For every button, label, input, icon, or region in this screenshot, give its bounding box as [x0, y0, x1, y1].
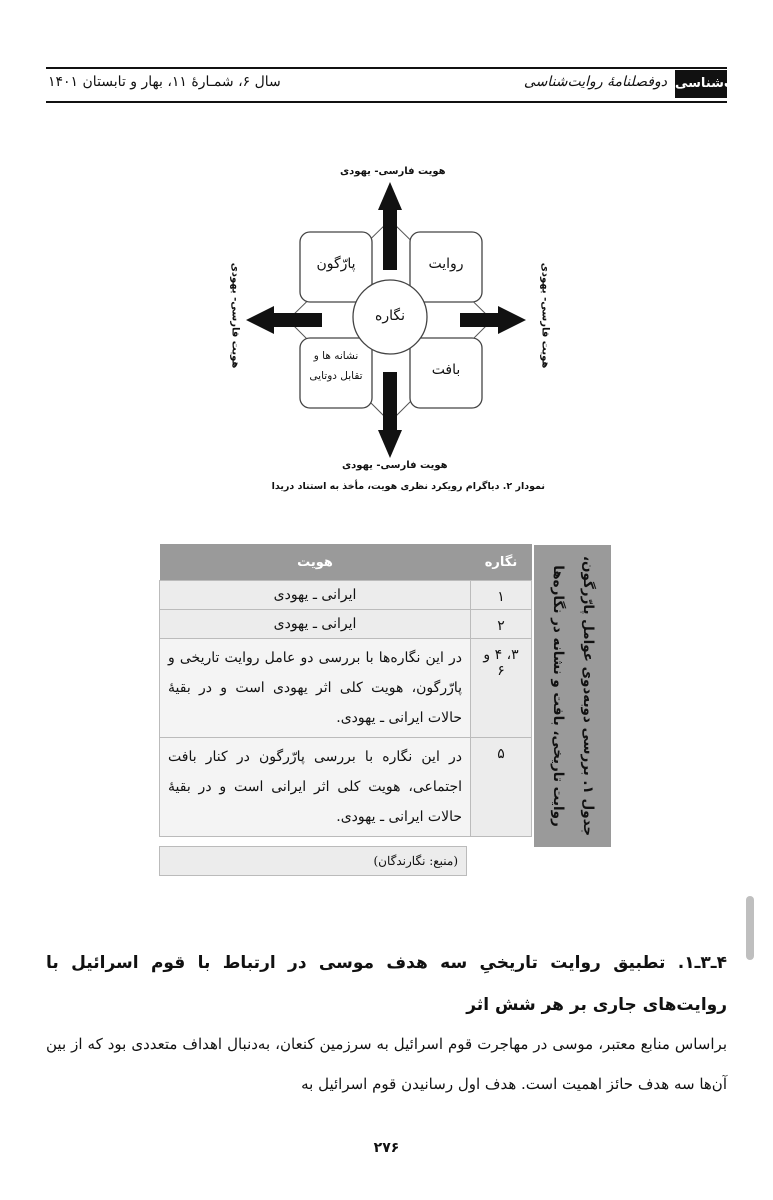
row-text: ایرانی ـ یهودی	[160, 581, 471, 610]
journal-logo: روایت‌شناسی	[675, 70, 727, 98]
identity-diagram	[230, 160, 560, 500]
table-title-bar	[534, 545, 611, 847]
center-text: نگاره	[375, 308, 405, 324]
box-top-left-text: پارّگون	[316, 256, 356, 272]
header-bottom-rule	[46, 101, 727, 103]
box-bottom-right-text: بافت	[431, 362, 461, 378]
scrollbar[interactable]	[746, 896, 754, 960]
row-text: در این نگاره‌ها با بررسی دو عامل روایت تاریخی و پارّرگون، هویت کلی اثر یهودی است و در بقیهٔ حالات ایرانی ـ یهودی.	[160, 639, 471, 738]
arrow-bottom-label: هویت فارسی- یهودی	[342, 460, 448, 471]
table-row	[160, 610, 532, 639]
header-top-rule	[46, 67, 727, 69]
arrow-top-label: هویت فارسی- یهودی	[340, 166, 446, 177]
table-row	[160, 639, 532, 738]
header-num: نگاره	[471, 544, 532, 581]
row-num: ۱	[471, 581, 532, 610]
header-identity: هویت	[160, 544, 471, 581]
box-bottom-left-text2: تقابل دوتایی	[309, 370, 363, 382]
arrow-right-label: هویت فارسی- یهودی	[539, 262, 551, 369]
box-bottom-left-text1: نشانه ها و	[313, 350, 359, 362]
row-num: ۲	[471, 610, 532, 639]
identity-table	[159, 544, 532, 837]
figure-caption: نمودار ۲. دیاگرام رویکرد نظری هویت، مأخذ به استناد دریدا	[271, 481, 545, 492]
table-header-row	[160, 544, 532, 581]
row-text: در این نگاره با بررسی پارّرگون در کنار بافت اجتماعی، هویت کلی اثر ایرانی است و در بقیهٔ حالات ایرانی ـ یهودی.	[160, 738, 471, 837]
table-row	[160, 738, 532, 837]
row-num: ۳، ۴ و ۶	[471, 639, 532, 738]
table-source: (منبع: نگارندگان)	[159, 846, 467, 876]
diagram-graphic	[230, 160, 560, 500]
arrow-left-label: هویت فارسی- یهودی	[229, 262, 241, 369]
row-num: ۵	[471, 738, 532, 837]
table-row	[160, 581, 532, 610]
table-title: جدول ۱. بررسی دوبه‌دوی عوامل پارّرگون، روایت تاریخی، بافت و نشانه در نگاره‌ها	[549, 555, 596, 837]
row-text: ایرانی ـ یهودی	[160, 610, 471, 639]
body-paragraph: براساس منابع معتبر، موسی در مهاجرت قوم اسرائیل به سرزمین کنعان، به‌دنبال اهداف متعددی بود که از بین آن‌ها سه هدف حائز اهمیت است. هدف اول رسانیدن قوم اسرائیل به	[46, 1035, 727, 1093]
issue-info: سال ۶، شمـارهٔ ۱۱، بهار و تابستان ۱۴۰۱	[48, 74, 281, 90]
section-heading: ۴ـ۳ـ۱. تطبیق روایت تاریخیِ سه هدف موسی در ارتباط با قوم اسرائیل با روایت‌های جاری بر هر شش اثر	[46, 953, 727, 1015]
journal-title: دوفصلنامهٔ روایت‌شناسی	[523, 74, 667, 90]
page-number: ۲۷۶	[373, 1140, 400, 1156]
box-top-right-text: روایت	[428, 256, 464, 272]
